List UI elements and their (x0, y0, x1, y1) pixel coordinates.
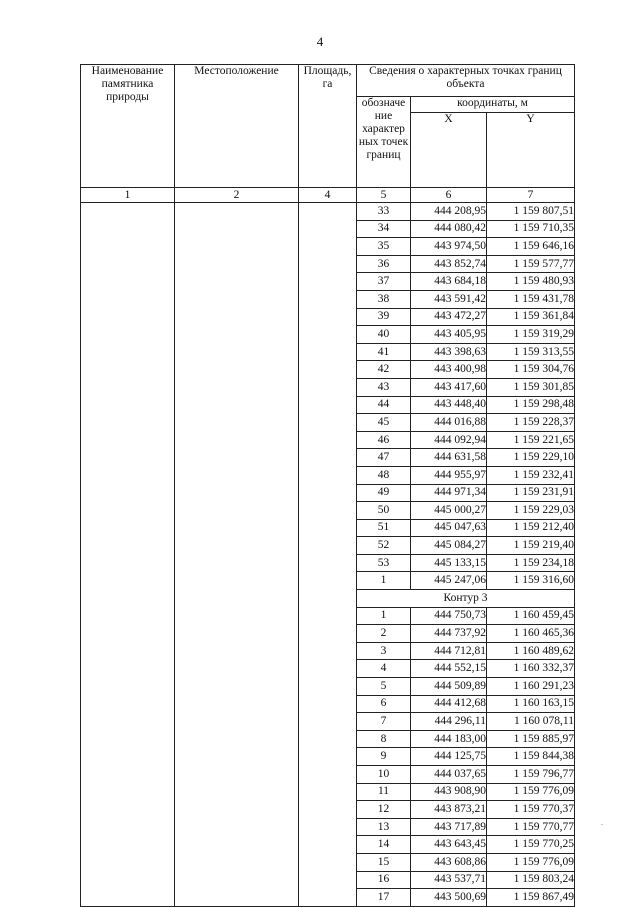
coord-y: 1 160 489,62 (487, 642, 575, 660)
coord-x: 444 737,92 (411, 625, 487, 643)
coord-y: 1 159 234,18 (487, 554, 575, 572)
point-number: 40 (357, 326, 411, 344)
point-number: 17 (357, 889, 411, 907)
coord-x: 443 717,89 (411, 818, 487, 836)
coord-y: 1 159 885,97 (487, 730, 575, 748)
point-number: 14 (357, 836, 411, 854)
point-number: 51 (357, 519, 411, 537)
coord-y: 1 159 229,03 (487, 502, 575, 520)
coord-x: 443 537,71 (411, 871, 487, 889)
coord-x: 443 472,27 (411, 308, 487, 326)
coord-y: 1 159 298,48 (487, 396, 575, 414)
coord-x: 443 608,86 (411, 853, 487, 871)
coord-y: 1 159 770,77 (487, 818, 575, 836)
point-number: 39 (357, 308, 411, 326)
table-body (81, 203, 575, 907)
coord-x: 443 684,18 (411, 273, 487, 291)
location-cell (175, 203, 299, 907)
coord-y: 1 159 776,09 (487, 853, 575, 871)
coord-y: 1 159 316,60 (487, 572, 575, 590)
point-number: 12 (357, 801, 411, 819)
header-point-designation: обозначе ние характер ных точек границ (357, 97, 411, 188)
coord-x: 445 000,27 (411, 502, 487, 520)
coord-y: 1 159 577,77 (487, 255, 575, 273)
point-number: 49 (357, 484, 411, 502)
coord-x: 443 852,74 (411, 255, 487, 273)
coord-y: 1 159 231,91 (487, 484, 575, 502)
coord-x: 444 296,11 (411, 713, 487, 731)
coord-y: 1 159 844,38 (487, 748, 575, 766)
coord-x: 443 908,90 (411, 783, 487, 801)
coord-x: 444 509,89 (411, 678, 487, 696)
column-number: 5 (357, 188, 411, 203)
coord-x: 444 552,15 (411, 660, 487, 678)
point-number: 4 (357, 660, 411, 678)
coord-y: 1 159 646,16 (487, 238, 575, 256)
coord-y: 1 159 361,84 (487, 308, 575, 326)
point-number: 45 (357, 414, 411, 432)
coord-x: 443 974,50 (411, 238, 487, 256)
point-number: 15 (357, 853, 411, 871)
point-number: 34 (357, 220, 411, 238)
coord-x: 444 016,88 (411, 414, 487, 432)
coord-x: 444 412,68 (411, 695, 487, 713)
coord-x: 443 500,69 (411, 889, 487, 907)
point-number: 1 (357, 607, 411, 625)
point-number: 3 (357, 642, 411, 660)
coord-x: 444 631,58 (411, 449, 487, 467)
area-cell (299, 203, 357, 907)
coord-y: 1 160 163,15 (487, 695, 575, 713)
coord-x: 445 247,06 (411, 572, 487, 590)
coord-x: 443 643,45 (411, 836, 487, 854)
point-number: 13 (357, 818, 411, 836)
point-number: 33 (357, 203, 411, 221)
point-number: 37 (357, 273, 411, 291)
table-row (81, 203, 575, 221)
coord-x: 444 971,34 (411, 484, 487, 502)
point-number: 2 (357, 625, 411, 643)
boundary-points-table (80, 64, 575, 907)
column-number: 1 (81, 188, 175, 203)
coord-x: 443 448,40 (411, 396, 487, 414)
coord-y: 1 159 313,55 (487, 343, 575, 361)
coord-y: 1 159 480,93 (487, 273, 575, 291)
coord-y: 1 160 332,37 (487, 660, 575, 678)
coord-x: 444 125,75 (411, 748, 487, 766)
header-area: Площадь, га (299, 65, 357, 188)
coord-x: 444 080,42 (411, 220, 487, 238)
point-number: 42 (357, 361, 411, 379)
coord-y: 1 159 228,37 (487, 414, 575, 432)
contour-label: Контур 3 (357, 590, 575, 608)
coord-y: 1 160 078,11 (487, 713, 575, 731)
point-number: 47 (357, 449, 411, 467)
point-number: 44 (357, 396, 411, 414)
coord-x: 445 133,15 (411, 554, 487, 572)
coord-x: 444 712,81 (411, 642, 487, 660)
header-y: Y (487, 113, 575, 188)
point-number: 7 (357, 713, 411, 731)
point-number: 11 (357, 783, 411, 801)
point-number: 16 (357, 871, 411, 889)
coord-x: 443 873,21 (411, 801, 487, 819)
coord-x: 443 400,98 (411, 361, 487, 379)
column-number: 6 (411, 188, 487, 203)
column-number: 7 (487, 188, 575, 203)
point-number: 36 (357, 255, 411, 273)
coord-y: 1 159 319,29 (487, 326, 575, 344)
coord-x: 445 047,63 (411, 519, 487, 537)
point-number: 8 (357, 730, 411, 748)
point-number: 9 (357, 748, 411, 766)
coord-y: 1 159 867,49 (487, 889, 575, 907)
coord-x: 443 591,42 (411, 290, 487, 308)
coord-y: 1 159 221,65 (487, 431, 575, 449)
coord-y: 1 159 770,25 (487, 836, 575, 854)
name-cell (81, 203, 175, 907)
coord-x: 443 405,95 (411, 326, 487, 344)
point-number: 52 (357, 537, 411, 555)
coord-y: 1 159 803,24 (487, 871, 575, 889)
coord-y: 1 159 219,40 (487, 537, 575, 555)
point-number: 46 (357, 431, 411, 449)
header-boundary-info: Сведения о характерных точках границ объекта (357, 65, 575, 97)
point-number: 35 (357, 238, 411, 256)
point-number: 50 (357, 502, 411, 520)
coord-y: 1 159 807,51 (487, 203, 575, 221)
coord-y: 1 159 304,76 (487, 361, 575, 379)
coord-y: 1 160 459,45 (487, 607, 575, 625)
coord-y: 1 159 770,37 (487, 801, 575, 819)
coord-x: 444 208,95 (411, 203, 487, 221)
margin-mark: . (601, 818, 603, 827)
point-number: 6 (357, 695, 411, 713)
coord-x: 445 084,27 (411, 537, 487, 555)
header-name: Наименование памятника природы (81, 65, 175, 188)
coord-y: 1 159 710,35 (487, 220, 575, 238)
column-number: 4 (299, 188, 357, 203)
column-number: 2 (175, 188, 299, 203)
point-number: 48 (357, 466, 411, 484)
point-number: 5 (357, 678, 411, 696)
coord-x: 443 417,60 (411, 378, 487, 396)
coord-y: 1 160 291,23 (487, 678, 575, 696)
coord-y: 1 159 796,77 (487, 766, 575, 784)
coord-y: 1 159 301,85 (487, 378, 575, 396)
coord-x: 444 955,97 (411, 466, 487, 484)
coord-y: 1 159 212,40 (487, 519, 575, 537)
point-number: 41 (357, 343, 411, 361)
coord-x: 444 750,73 (411, 607, 487, 625)
point-number: 43 (357, 378, 411, 396)
coord-x: 444 092,94 (411, 431, 487, 449)
coord-x: 443 398,63 (411, 343, 487, 361)
coord-y: 1 159 431,78 (487, 290, 575, 308)
point-number: 10 (357, 766, 411, 784)
point-number: 1 (357, 572, 411, 590)
coord-y: 1 160 465,36 (487, 625, 575, 643)
header-location: Местоположение (175, 65, 299, 188)
coord-y: 1 159 776,09 (487, 783, 575, 801)
coord-x: 444 183,00 (411, 730, 487, 748)
header-x: X (411, 113, 487, 188)
coord-y: 1 159 229,10 (487, 449, 575, 467)
coord-x: 444 037,65 (411, 766, 487, 784)
coord-y: 1 159 232,41 (487, 466, 575, 484)
point-number: 38 (357, 290, 411, 308)
point-number: 53 (357, 554, 411, 572)
header-coordinates: координаты, м (411, 97, 575, 113)
page-number: 4 (316, 34, 324, 49)
